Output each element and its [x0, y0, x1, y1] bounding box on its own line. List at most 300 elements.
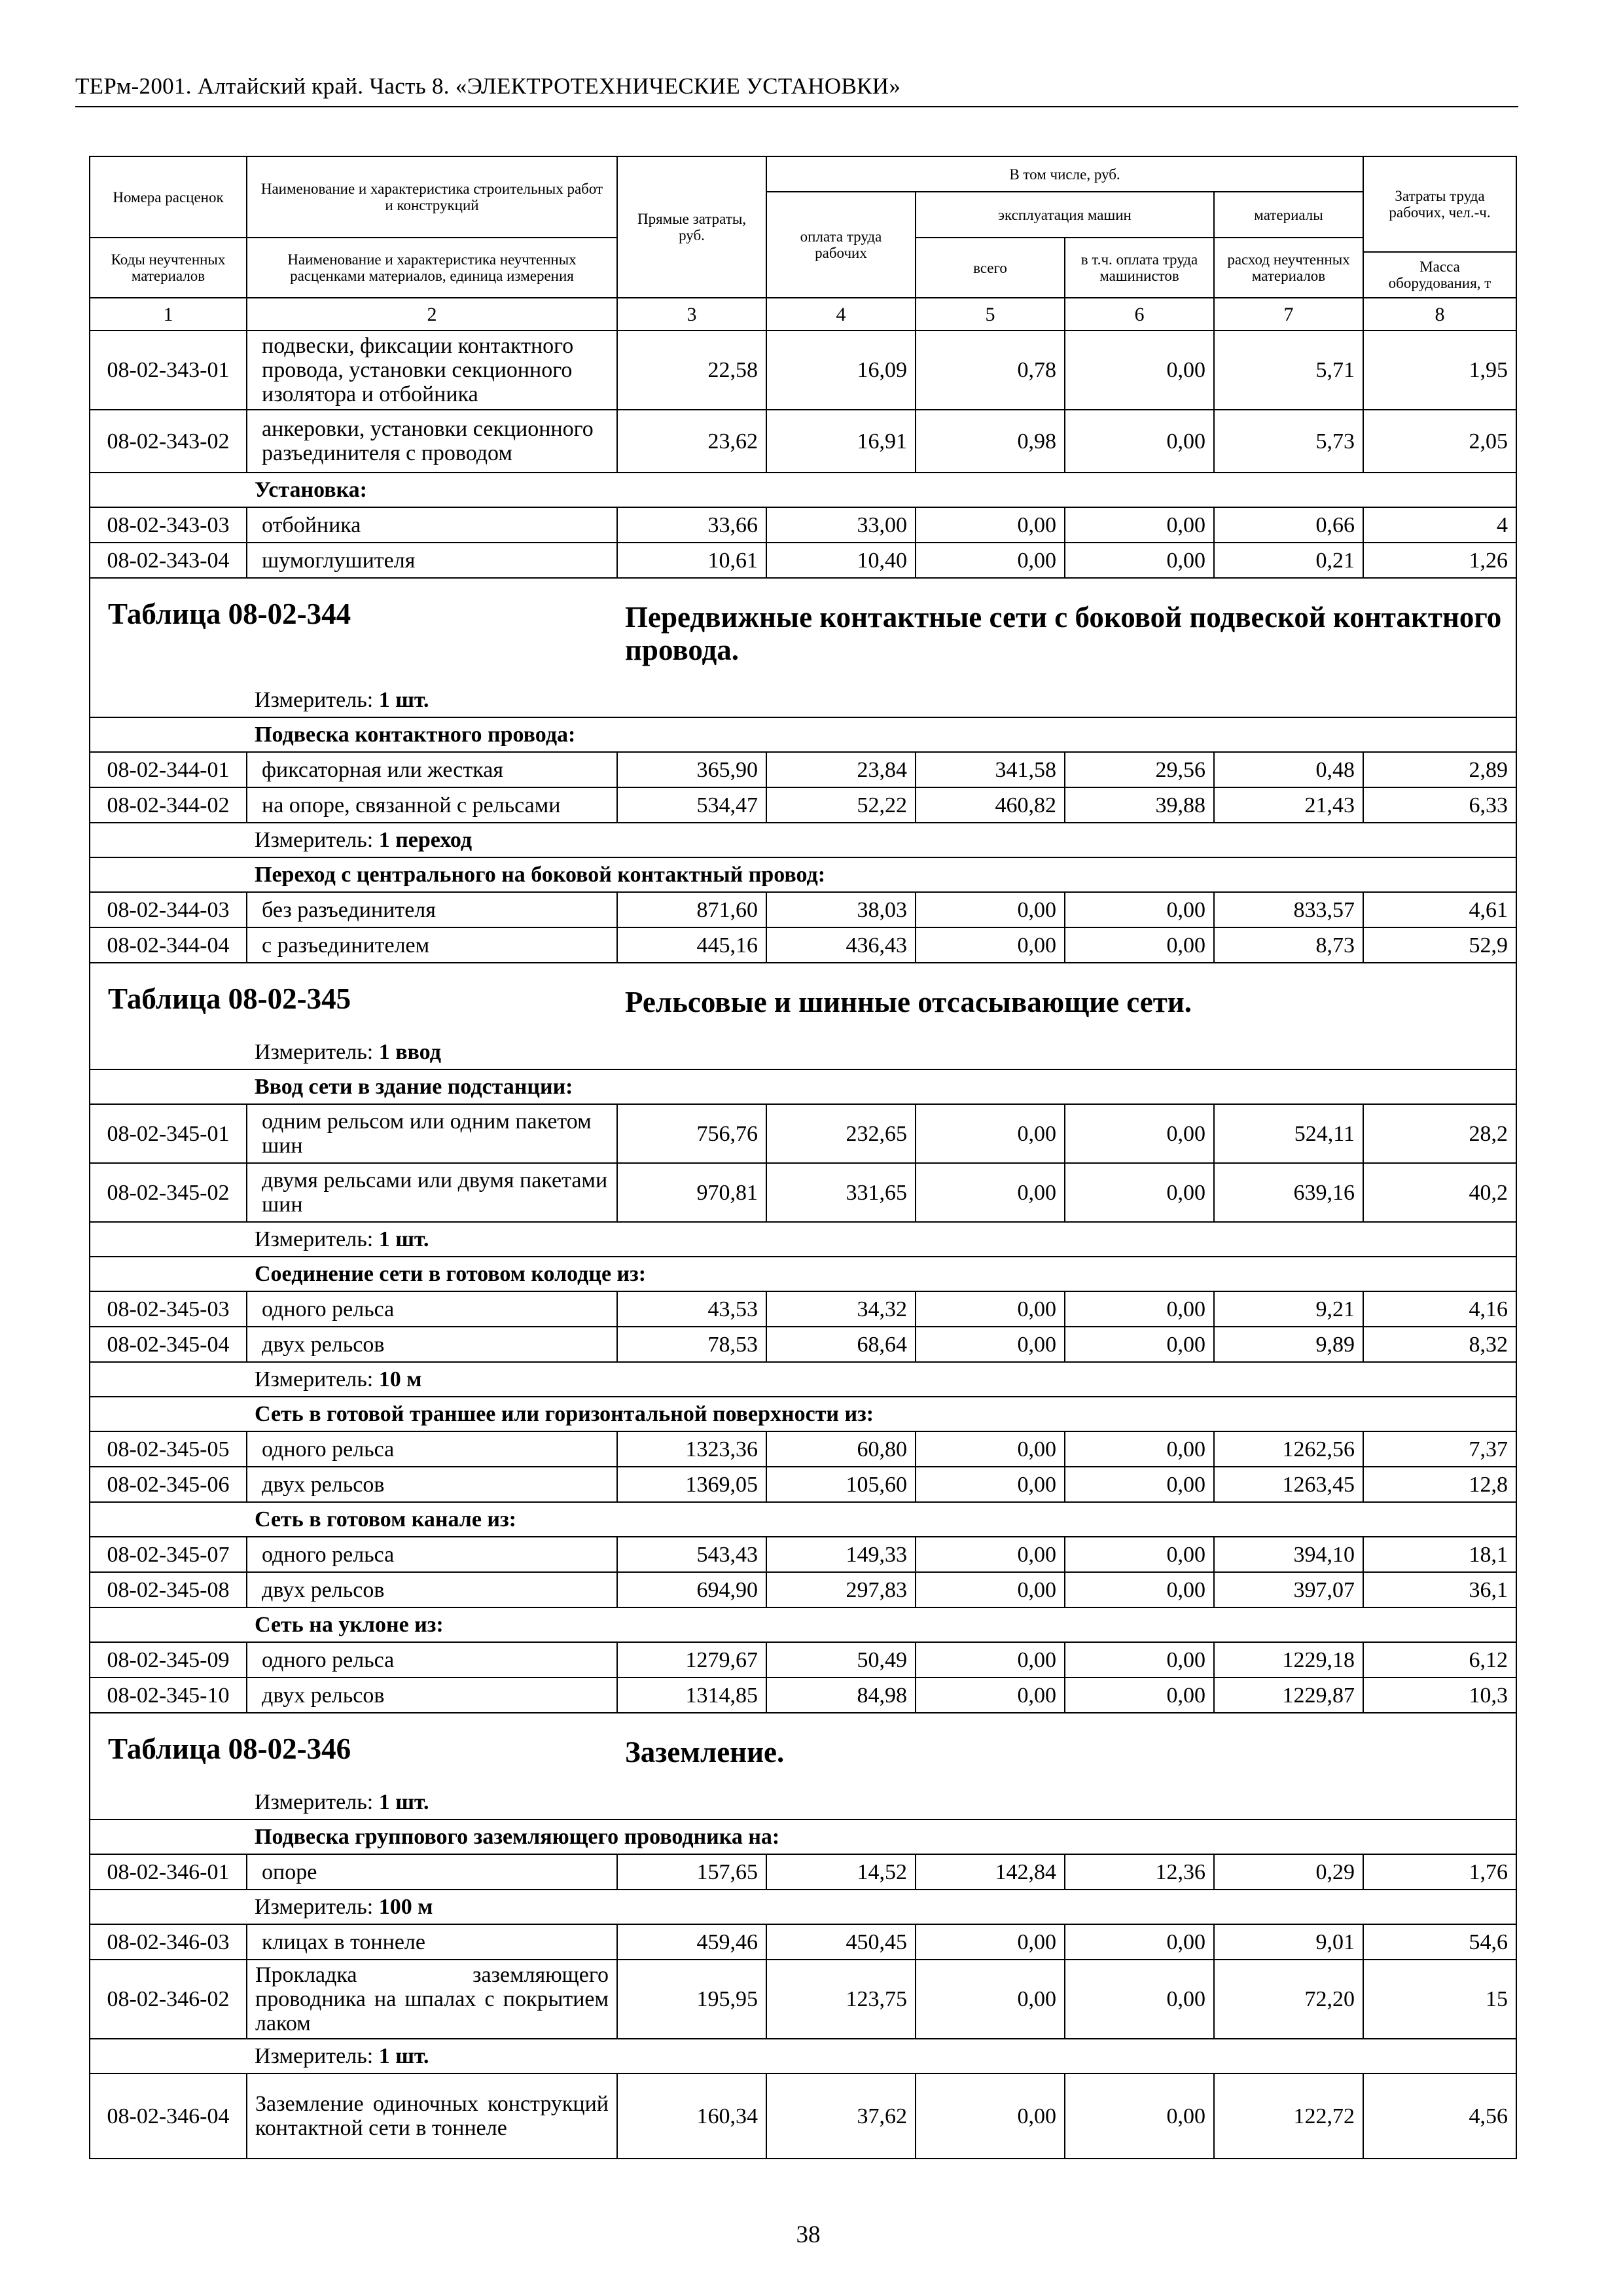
machinist-pay-value: 0,00: [1065, 1677, 1214, 1713]
table-row: [90, 1642, 1516, 1677]
measure-spacer: [90, 683, 247, 717]
table-title: Заземление.: [625, 1736, 785, 1768]
subheader-text: Сеть в готовой траншее или горизонтальной поверхности из:: [247, 1397, 1516, 1431]
measure-row: [90, 1222, 1516, 1257]
labor-pay-value: 105,60: [766, 1467, 916, 1502]
machinist-pay-value: 0,00: [1065, 2073, 1214, 2159]
materials-value: 524,11: [1214, 1104, 1363, 1163]
materials-value: 394,10: [1214, 1537, 1363, 1572]
machines-total-value: 0,00: [916, 1924, 1065, 1960]
machines-total-value: 0,00: [916, 1104, 1065, 1163]
machinist-pay-value: 0,00: [1065, 1467, 1214, 1502]
col-number: 3: [617, 298, 766, 331]
materials-value: 122,72: [1214, 2073, 1363, 2159]
rate-code: 08-02-345-07: [90, 1537, 247, 1572]
machines-total-value: 0,00: [916, 1677, 1065, 1713]
measure-spacer: [90, 1035, 247, 1069]
rate-code: 08-02-345-04: [90, 1327, 247, 1362]
direct-cost-value: 78,53: [617, 1327, 766, 1362]
subheader-spacer: [90, 1607, 247, 1642]
table-title-cell: [90, 578, 1516, 683]
col-equipment-mass-header: Масса оборудования, т: [1363, 252, 1516, 298]
machines-total-value: 0,00: [916, 543, 1065, 578]
measure-value: 1 шт.: [378, 688, 429, 712]
labor-pay-value: 16,09: [766, 331, 916, 410]
col-incl-machinist-header: в т.ч. оплата труда машинистов: [1065, 238, 1214, 298]
machines-total-value: 460,82: [916, 787, 1065, 823]
direct-cost-value: 459,46: [617, 1924, 766, 1960]
machines-total-value: 0,00: [916, 507, 1065, 543]
measure-cell: [247, 1035, 1516, 1069]
direct-cost-value: 445,16: [617, 927, 766, 963]
rate-code: 08-02-345-06: [90, 1467, 247, 1502]
direct-cost-value: 365,90: [617, 752, 766, 787]
measure-cell: [247, 1785, 1516, 1820]
materials-value: 72,20: [1214, 1960, 1363, 2039]
rate-code: 08-02-346-04: [90, 2073, 247, 2159]
labor-pay-value: 436,43: [766, 927, 916, 963]
col-materials-header: материалы: [1214, 192, 1363, 238]
machinist-pay-value: 0,00: [1065, 1291, 1214, 1327]
machines-total-value: 0,00: [916, 1467, 1065, 1502]
labor-hours-value: 1,26: [1363, 543, 1516, 578]
table-row: [90, 1677, 1516, 1713]
running-header: ТЕРм-2001. Алтайский край. Часть 8. «ЭЛЕКТРОТЕХНИЧЕСКИЕ УСТАНОВКИ»: [75, 73, 1518, 107]
labor-pay-value: 123,75: [766, 1960, 916, 2039]
materials-value: 0,66: [1214, 507, 1363, 543]
table-row: [90, 1537, 1516, 1572]
measure-label: Измеритель:: [255, 688, 374, 712]
machinist-pay-value: 0,00: [1065, 1924, 1214, 1960]
subheader-spacer: [90, 473, 247, 507]
measure-row: [90, 823, 1516, 857]
col-number: 4: [766, 298, 916, 331]
rate-code: 08-02-345-01: [90, 1104, 247, 1163]
labor-hours-value: 8,32: [1363, 1327, 1516, 1362]
subheader-row: [90, 1820, 1516, 1854]
labor-pay-value: 16,91: [766, 410, 916, 473]
machinist-pay-value: 0,00: [1065, 410, 1214, 473]
labor-hours-value: 52,9: [1363, 927, 1516, 963]
materials-value: 9,89: [1214, 1327, 1363, 1362]
materials-value: 9,01: [1214, 1924, 1363, 1960]
measure-cell: [247, 823, 1516, 857]
table-title: Передвижные контактные сети с боковой подвеской контактного провода.: [625, 601, 1502, 666]
table-row: [90, 1467, 1516, 1502]
machinist-pay-value: 0,00: [1065, 892, 1214, 927]
labor-pay-value: 34,32: [766, 1291, 916, 1327]
col-labor-cost-header: Затраты труда рабочих, чел.-ч.: [1363, 156, 1516, 252]
work-description: двумя рельсами или двумя пакетами шин: [247, 1163, 617, 1222]
direct-cost-value: 534,47: [617, 787, 766, 823]
labor-hours-value: 2,89: [1363, 752, 1516, 787]
machines-total-value: 0,00: [916, 892, 1065, 927]
rate-code: 08-02-343-03: [90, 507, 247, 543]
labor-pay-value: 84,98: [766, 1677, 916, 1713]
measure-row: [90, 683, 1516, 717]
subheader-row: [90, 1607, 1516, 1642]
labor-hours-value: 40,2: [1363, 1163, 1516, 1222]
subheader-row: [90, 473, 1516, 507]
subheader-row: [90, 1069, 1516, 1104]
measure-cell: [247, 1890, 1516, 1924]
table-row: [90, 2073, 1516, 2159]
labor-hours-value: 54,6: [1363, 1924, 1516, 1960]
subheader-text: Установка:: [247, 473, 1516, 507]
labor-pay-value: 38,03: [766, 892, 916, 927]
column-numbers-row: [90, 298, 1516, 331]
subheader-row: [90, 857, 1516, 892]
rate-code: 08-02-345-08: [90, 1572, 247, 1607]
labor-pay-value: 52,22: [766, 787, 916, 823]
measure-row: [90, 1035, 1516, 1069]
col-mat-codes-header: Коды неучтенных материалов: [90, 238, 247, 298]
work-description: двух рельсов: [247, 1327, 617, 1362]
materials-value: 0,48: [1214, 752, 1363, 787]
machines-total-value: 0,00: [916, 2073, 1065, 2159]
labor-pay-value: 331,65: [766, 1163, 916, 1222]
measure-value: 10 м: [378, 1367, 422, 1391]
subheader-text: Подвеска контактного провода:: [247, 717, 1516, 752]
machinist-pay-value: 12,36: [1065, 1854, 1214, 1890]
rate-code: 08-02-345-09: [90, 1642, 247, 1677]
col-incl-header: В том числе, руб.: [766, 156, 1363, 192]
machinist-pay-value: 0,00: [1065, 1431, 1214, 1467]
table-row: [90, 1854, 1516, 1890]
table-row: [90, 1291, 1516, 1327]
machines-total-value: 0,00: [916, 1960, 1065, 2039]
labor-hours-value: 7,37: [1363, 1431, 1516, 1467]
machinist-pay-value: 0,00: [1065, 1642, 1214, 1677]
labor-hours-value: 4,16: [1363, 1291, 1516, 1327]
col-number: 1: [90, 298, 247, 331]
measure-label: Измеритель:: [255, 1367, 374, 1391]
labor-hours-value: 12,8: [1363, 1467, 1516, 1502]
materials-value: 5,73: [1214, 410, 1363, 473]
measure-row: [90, 1890, 1516, 1924]
measure-cell: [247, 2039, 1516, 2073]
labor-hours-value: 15: [1363, 1960, 1516, 2039]
machines-total-value: 341,58: [916, 752, 1065, 787]
labor-pay-value: 50,49: [766, 1642, 916, 1677]
labor-hours-value: 6,12: [1363, 1642, 1516, 1677]
labor-hours-value: 18,1: [1363, 1537, 1516, 1572]
subheader-text: Сеть на уклоне из:: [247, 1607, 1516, 1642]
direct-cost-value: 1279,67: [617, 1642, 766, 1677]
work-description: одним рельсом или одним пакетом шин: [247, 1104, 617, 1163]
table-heading: [90, 963, 1516, 1035]
labor-hours-value: 36,1: [1363, 1572, 1516, 1607]
direct-cost-value: 23,62: [617, 410, 766, 473]
direct-cost-value: 1369,05: [617, 1467, 766, 1502]
subheader-spacer: [90, 857, 247, 892]
measure-spacer: [90, 823, 247, 857]
direct-cost-value: 157,65: [617, 1854, 766, 1890]
table-id: Таблица 08-02-345: [108, 982, 351, 1015]
measure-label: Измеритель:: [255, 1227, 374, 1251]
rate-code: 08-02-343-04: [90, 543, 247, 578]
col-number: 5: [916, 298, 1065, 331]
table-title-row: [90, 1713, 1516, 1785]
table-row: [90, 507, 1516, 543]
materials-value: 1229,18: [1214, 1642, 1363, 1677]
rate-code: 08-02-346-02: [90, 1960, 247, 2039]
work-description: Прокладка заземляющего проводника на шпалах с покрытием лаком: [247, 1960, 617, 2039]
machinist-pay-value: 0,00: [1065, 1960, 1214, 2039]
work-description: Заземление одиночных конструкций контактной сети в тоннеле: [247, 2073, 617, 2159]
measure-cell: [247, 1222, 1516, 1257]
measure-value: 1 шт.: [378, 2044, 429, 2068]
subheader-spacer: [90, 1069, 247, 1104]
rate-code: 08-02-344-04: [90, 927, 247, 963]
labor-hours-value: 4,61: [1363, 892, 1516, 927]
machinist-pay-value: 0,00: [1065, 1104, 1214, 1163]
materials-value: 833,57: [1214, 892, 1363, 927]
materials-value: 0,29: [1214, 1854, 1363, 1890]
machines-total-value: 0,78: [916, 331, 1065, 410]
machinist-pay-value: 0,00: [1065, 543, 1214, 578]
rate-code: 08-02-344-01: [90, 752, 247, 787]
subheader-text: Переход с центрального на боковой контактный провод:: [247, 857, 1516, 892]
table-row: [90, 752, 1516, 787]
machinist-pay-value: 0,00: [1065, 507, 1214, 543]
direct-cost-value: 43,53: [617, 1291, 766, 1327]
machinist-pay-value: 29,56: [1065, 752, 1214, 787]
subheader-text: Сеть в готовом канале из:: [247, 1502, 1516, 1537]
work-description: двух рельсов: [247, 1467, 617, 1502]
measure-label: Измеритель:: [255, 1790, 374, 1814]
rate-code: 08-02-345-10: [90, 1677, 247, 1713]
col-number: 7: [1214, 298, 1363, 331]
machinist-pay-value: 0,00: [1065, 927, 1214, 963]
materials-value: 8,73: [1214, 927, 1363, 963]
labor-hours-value: 10,3: [1363, 1677, 1516, 1713]
table-row: [90, 543, 1516, 578]
subheader-spacer: [90, 1397, 247, 1431]
col-codes-header: Номера расценок: [90, 156, 247, 238]
subheader-spacer: [90, 1257, 247, 1291]
machinist-pay-value: 0,00: [1065, 331, 1214, 410]
work-description: фиксаторная или жесткая: [247, 752, 617, 787]
machinist-pay-value: 39,88: [1065, 787, 1214, 823]
table-row: [90, 1431, 1516, 1467]
col-total-header: всего: [916, 238, 1065, 298]
subheader-row: [90, 1502, 1516, 1537]
materials-value: 9,21: [1214, 1291, 1363, 1327]
direct-cost-value: 756,76: [617, 1104, 766, 1163]
measure-spacer: [90, 1785, 247, 1820]
materials-value: 21,43: [1214, 787, 1363, 823]
col-name-header: Наименование и характеристика строительных работ и конструкций: [247, 156, 617, 238]
subheader-spacer: [90, 1502, 247, 1537]
measure-value: 1 ввод: [378, 1040, 441, 1064]
machines-total-value: 0,00: [916, 1642, 1065, 1677]
machines-total-value: 0,00: [916, 1327, 1065, 1362]
work-description: клицах в тоннеле: [247, 1924, 617, 1960]
table-row: [90, 1924, 1516, 1960]
materials-value: 1262,56: [1214, 1431, 1363, 1467]
rate-code: 08-02-345-03: [90, 1291, 247, 1327]
rate-code: 08-02-346-03: [90, 1924, 247, 1960]
rate-code: 08-02-345-05: [90, 1431, 247, 1467]
machines-total-value: 0,98: [916, 410, 1065, 473]
col-number: 6: [1065, 298, 1214, 331]
subheader-spacer: [90, 717, 247, 752]
labor-hours-value: 1,95: [1363, 331, 1516, 410]
rate-code: 08-02-343-02: [90, 410, 247, 473]
work-description: анкеровки, установки секционного разъединителя с проводом: [247, 410, 617, 473]
rate-code: 08-02-344-03: [90, 892, 247, 927]
direct-cost-value: 33,66: [617, 507, 766, 543]
table-row: [90, 892, 1516, 927]
work-description: одного рельса: [247, 1642, 617, 1677]
col-number: 8: [1363, 298, 1516, 331]
work-description: двух рельсов: [247, 1677, 617, 1713]
subheader-text: Соединение сети в готовом колодце из:: [247, 1257, 1516, 1291]
labor-pay-value: 37,62: [766, 2073, 916, 2159]
rate-code: 08-02-346-01: [90, 1854, 247, 1890]
labor-pay-value: 23,84: [766, 752, 916, 787]
table-heading: [90, 1713, 1516, 1785]
measure-label: Измеритель:: [255, 1895, 374, 1919]
table-row: [90, 1572, 1516, 1607]
labor-pay-value: 14,52: [766, 1854, 916, 1890]
machines-total-value: 0,00: [916, 927, 1065, 963]
labor-hours-value: 1,76: [1363, 1854, 1516, 1890]
measure-cell: [247, 683, 1516, 717]
table-row: [90, 331, 1516, 410]
col-number: 2: [247, 298, 617, 331]
direct-cost-value: 10,61: [617, 543, 766, 578]
table-row: [90, 787, 1516, 823]
work-description: с разъединителем: [247, 927, 617, 963]
machinist-pay-value: 0,00: [1065, 1572, 1214, 1607]
materials-value: 639,16: [1214, 1163, 1363, 1222]
measure-row: [90, 1785, 1516, 1820]
table-row: [90, 1960, 1516, 2039]
direct-cost-value: 871,60: [617, 892, 766, 927]
work-description: двух рельсов: [247, 1572, 617, 1607]
work-description: одного рельса: [247, 1291, 617, 1327]
subheader-text: Подвеска группового заземляющего проводника на:: [247, 1820, 1516, 1854]
labor-hours-value: 2,05: [1363, 410, 1516, 473]
work-description: отбойника: [247, 507, 617, 543]
table-row: [90, 1327, 1516, 1362]
table-header: [90, 156, 1516, 331]
table-id: Таблица 08-02-346: [108, 1732, 351, 1765]
measure-cell: [247, 1362, 1516, 1397]
machinist-pay-value: 0,00: [1065, 1537, 1214, 1572]
direct-cost-value: 543,43: [617, 1537, 766, 1572]
labor-pay-value: 450,45: [766, 1924, 916, 1960]
measure-value: 1 шт.: [378, 1227, 429, 1251]
table-title: Рельсовые и шинные отсасывающие сети.: [625, 986, 1192, 1018]
machines-total-value: 142,84: [916, 1854, 1065, 1890]
work-description: на опоре, связанной с рельсами: [247, 787, 617, 823]
labor-pay-value: 297,83: [766, 1572, 916, 1607]
measure-spacer: [90, 1890, 247, 1924]
labor-pay-value: 149,33: [766, 1537, 916, 1572]
table-title-row: [90, 578, 1516, 683]
price-table: [89, 156, 1517, 2159]
measure-value: 1 шт.: [378, 1790, 429, 1814]
rate-code: 08-02-343-01: [90, 331, 247, 410]
labor-pay-value: 10,40: [766, 543, 916, 578]
measure-row: [90, 1362, 1516, 1397]
subheader-text: Ввод сети в здание подстанции:: [247, 1069, 1516, 1104]
measure-label: Измеритель:: [255, 1040, 374, 1064]
labor-hours-value: 4,56: [1363, 2073, 1516, 2159]
materials-value: 397,07: [1214, 1572, 1363, 1607]
materials-value: 5,71: [1214, 331, 1363, 410]
table-title-cell: [90, 963, 1516, 1035]
page-number: 38: [796, 2221, 821, 2248]
table-row: [90, 1163, 1516, 1222]
work-description: одного рельса: [247, 1431, 617, 1467]
direct-cost-value: 195,95: [617, 1960, 766, 2039]
direct-cost-value: 970,81: [617, 1163, 766, 1222]
subheader-row: [90, 1397, 1516, 1431]
measure-label: Измеритель:: [255, 2044, 374, 2068]
machines-total-value: 0,00: [916, 1537, 1065, 1572]
machines-total-value: 0,00: [916, 1163, 1065, 1222]
direct-cost-value: 694,90: [617, 1572, 766, 1607]
rate-code: 08-02-344-02: [90, 787, 247, 823]
measure-spacer: [90, 2039, 247, 2073]
table-row: [90, 410, 1516, 473]
subheader-spacer: [90, 1820, 247, 1854]
labor-pay-value: 33,00: [766, 507, 916, 543]
direct-cost-value: 1314,85: [617, 1677, 766, 1713]
table-body: [90, 331, 1516, 2159]
measure-spacer: [90, 1222, 247, 1257]
materials-value: 1263,45: [1214, 1467, 1363, 1502]
work-description: опоре: [247, 1854, 617, 1890]
materials-value: 0,21: [1214, 543, 1363, 578]
labor-pay-value: 60,80: [766, 1431, 916, 1467]
measure-value: 1 переход: [378, 828, 473, 852]
col-direct-header: Прямые затраты, руб.: [617, 156, 766, 298]
col-mat-name-header: Наименование и характеристика неучтенных расценками материалов, единица измерения: [247, 238, 617, 298]
machines-total-value: 0,00: [916, 1572, 1065, 1607]
subheader-row: [90, 1257, 1516, 1291]
direct-cost-value: 22,58: [617, 331, 766, 410]
measure-row: [90, 2039, 1516, 2073]
subheader-row: [90, 717, 1516, 752]
labor-pay-value: 68,64: [766, 1327, 916, 1362]
labor-pay-value: 232,65: [766, 1104, 916, 1163]
table-row: [90, 927, 1516, 963]
work-description: без разъединителя: [247, 892, 617, 927]
work-description: шумоглушителя: [247, 543, 617, 578]
machinist-pay-value: 0,00: [1065, 1327, 1214, 1362]
machines-total-value: 0,00: [916, 1291, 1065, 1327]
materials-value: 1229,87: [1214, 1677, 1363, 1713]
col-mat-consumption-header: расход неучтенных материалов: [1214, 238, 1363, 298]
work-description: одного рельса: [247, 1537, 617, 1572]
direct-cost-value: 160,34: [617, 2073, 766, 2159]
col-labor-pay-header: оплата труда рабочих: [766, 192, 916, 298]
measure-label: Измеритель:: [255, 828, 374, 852]
measure-spacer: [90, 1362, 247, 1397]
table-title-cell: [90, 1713, 1516, 1785]
labor-hours-value: 6,33: [1363, 787, 1516, 823]
work-description: подвески, фиксации контактного провода, установки секционного изолятора и отбойника: [247, 331, 617, 410]
machines-total-value: 0,00: [916, 1431, 1065, 1467]
col-machines-header: эксплуатация машин: [916, 192, 1214, 238]
rate-code: 08-02-345-02: [90, 1163, 247, 1222]
machinist-pay-value: 0,00: [1065, 1163, 1214, 1222]
